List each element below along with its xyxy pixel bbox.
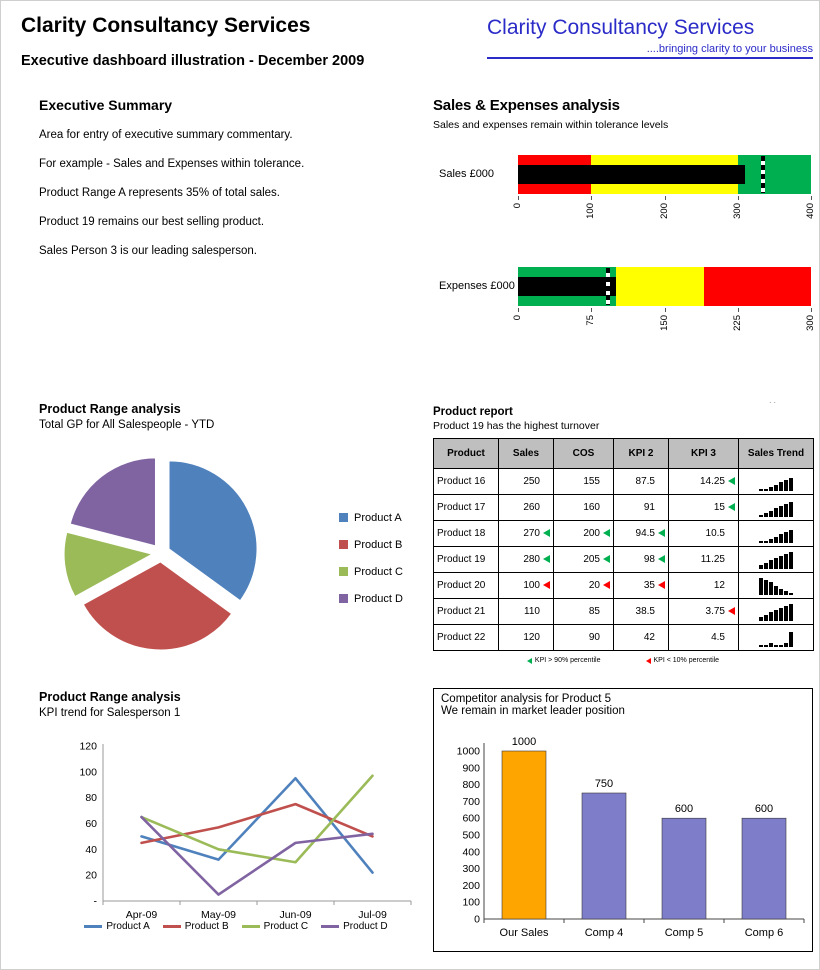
product-report-heading: Product report — [433, 406, 513, 418]
kpi-arrow-placeholder — [603, 503, 610, 511]
svg-text:Apr-09: Apr-09 — [125, 909, 158, 921]
axis-tickmark — [518, 308, 519, 312]
svg-text:400: 400 — [462, 846, 480, 859]
product-name-cell: Product 17 — [434, 495, 499, 521]
legend-swatch-icon — [339, 567, 348, 576]
kpi-arrow-legend — [433, 657, 813, 664]
axis-tick-label: 225 — [731, 315, 743, 331]
cos-cell: 200 — [554, 521, 614, 547]
column-header: COS — [554, 439, 614, 469]
kpi-arrow-placeholder — [603, 607, 610, 615]
svg-text:900: 900 — [462, 762, 480, 775]
pie-heading: Product Range analysis — [39, 402, 181, 416]
page-title: Clarity Consultancy Services — [21, 14, 311, 37]
axis-tickmark — [665, 308, 666, 312]
column-header: Sales Trend — [739, 439, 814, 469]
kpi-trend-line-chart — [51, 736, 416, 936]
axis-tickmark — [811, 308, 812, 312]
svg-text:1000: 1000 — [456, 745, 480, 758]
sales-trend-cell — [739, 599, 814, 625]
line-series-product-a — [142, 778, 373, 872]
kpi-legend-high — [527, 657, 601, 664]
kpi-arrow-high-icon — [543, 555, 550, 563]
sales-bullet-label: Sales £000 — [439, 168, 495, 180]
kpi-trend-heading: Product Range analysis — [39, 690, 181, 704]
legend-swatch-icon — [339, 594, 348, 603]
bar-comp-5 — [662, 818, 706, 919]
sales-trend-cell — [739, 547, 814, 573]
svg-text:40: 40 — [85, 843, 97, 856]
bullet-measure-bar — [518, 277, 616, 296]
kpi-arrow-high-icon — [728, 477, 735, 485]
sales-bullet-plot — [518, 155, 811, 194]
svg-text:0: 0 — [474, 913, 480, 926]
svg-text:80: 80 — [85, 792, 97, 805]
legend-swatch-icon — [339, 513, 348, 522]
product-name-cell: Product 20 — [434, 573, 499, 599]
legend-label: Product B — [354, 538, 403, 551]
page-subtitle: Executive dashboard illustration - December 2009 — [21, 53, 365, 69]
legend-item — [242, 921, 308, 932]
summary-line: Product Range A represents 35% of total sales. — [39, 187, 281, 199]
kpi2-cell: 35 — [614, 573, 669, 599]
bullet-band — [616, 267, 704, 306]
svg-text:20: 20 — [85, 869, 97, 882]
column-header: KPI 3 — [669, 439, 739, 469]
kpi-arrow-placeholder — [728, 555, 735, 563]
kpi-arrow-low-icon — [543, 581, 550, 589]
legend-item — [339, 504, 403, 531]
summary-line: Product 19 remains our best selling product. — [39, 216, 265, 228]
axis-tick-label: 0 — [512, 203, 523, 209]
axis-tick-label: 75 — [585, 315, 597, 326]
column-header: KPI 2 — [614, 439, 669, 469]
kpi-arrow-placeholder — [658, 503, 665, 511]
product-range-pie-chart — [31, 441, 321, 666]
sales-trend-cell — [739, 573, 814, 599]
svg-text:Our Sales: Our Sales — [499, 927, 549, 939]
sales-expenses-section-header — [433, 97, 813, 131]
sales-trend-sparkline — [742, 577, 810, 595]
cos-cell: 20 — [554, 573, 614, 599]
executive-summary-section — [39, 97, 411, 274]
svg-text:Jul-09: Jul-09 — [358, 909, 387, 921]
kpi-arrow-placeholder — [728, 633, 735, 641]
bullet-measure-bar — [518, 165, 745, 184]
kpi-arrow-high-icon — [543, 529, 550, 537]
logo-tagline: ....bringing clarity to your business — [646, 43, 813, 55]
sales-trend-cell — [739, 625, 814, 651]
kpi2-cell: 91 — [614, 495, 669, 521]
legend-item — [339, 585, 403, 612]
legend-label: Product D — [354, 592, 403, 605]
product-report-subtitle: Product 19 has the highest turnover — [433, 420, 600, 432]
company-logo — [487, 16, 813, 59]
bar-comp-4 — [582, 793, 626, 919]
executive-summary-heading: Executive Summary — [39, 97, 173, 113]
axis-tick-label: 400 — [805, 203, 816, 219]
sales-trend-sparkline — [742, 629, 810, 647]
kpi3-cell: 10.5 — [669, 521, 739, 547]
svg-text:Comp 6: Comp 6 — [744, 927, 784, 939]
kpi-trend-subtitle: KPI trend for Salesperson 1 — [39, 707, 181, 719]
table-row — [434, 625, 814, 651]
svg-text:100: 100 — [462, 896, 480, 909]
kpi2-cell: 38.5 — [614, 599, 669, 625]
axis-tick-label: 300 — [805, 315, 816, 331]
kpi2-cell: 98 — [614, 547, 669, 573]
sales-trend-sparkline — [742, 499, 810, 517]
table-row — [434, 573, 814, 599]
legend-label: Product C — [263, 921, 309, 932]
legend-label: Product B — [184, 921, 229, 932]
product-report-header — [433, 406, 599, 432]
kpi2-cell: 42 — [614, 625, 669, 651]
kpi-arrow-placeholder — [728, 529, 735, 537]
line-chart-legend — [56, 921, 416, 932]
svg-text:120: 120 — [79, 740, 97, 753]
bar-our-sales — [502, 751, 546, 919]
legend-label: Product D — [343, 921, 388, 932]
legend-line-icon — [242, 925, 260, 928]
svg-text:300: 300 — [462, 863, 480, 876]
product-name-cell: Product 18 — [434, 521, 499, 547]
svg-text:1000: 1000 — [511, 736, 537, 748]
competitor-subtitle: We remain in market leader position — [441, 705, 625, 717]
summary-line: Sales Person 3 is our leading salesperson. — [39, 245, 257, 257]
axis-tickmark — [738, 196, 739, 200]
svg-text:700: 700 — [462, 795, 480, 808]
sales-cell: 100 — [499, 573, 554, 599]
kpi-arrow-low-icon — [603, 581, 610, 589]
axis-tick-label: 200 — [658, 203, 670, 219]
kpi3-cell: 14.25 — [669, 469, 739, 495]
cos-cell: 85 — [554, 599, 614, 625]
bullet-target-line — [761, 156, 765, 193]
cos-cell: 205 — [554, 547, 614, 573]
kpi-arrow-low-icon — [658, 581, 665, 589]
pie-subtitle: Total GP for All Salespeople - YTD — [39, 419, 215, 431]
axis-tickmark — [591, 308, 592, 312]
legend-line-icon — [321, 925, 339, 928]
legend-swatch-icon — [339, 540, 348, 549]
svg-text:Comp 5: Comp 5 — [664, 927, 704, 939]
axis-tick-label: 150 — [658, 315, 670, 331]
sales-trend-cell — [739, 469, 814, 495]
product-report-table — [433, 438, 814, 651]
kpi-trend-header — [39, 690, 181, 719]
product-name-cell: Product 21 — [434, 599, 499, 625]
sales-trend-sparkline — [742, 551, 810, 569]
svg-text:600: 600 — [754, 803, 774, 816]
legend-item — [163, 921, 229, 932]
axis-tickmark — [591, 196, 592, 200]
sales-trend-sparkline — [742, 603, 810, 621]
competitor-title: Competitor analysis for Product 5 — [441, 693, 612, 705]
competitor-bar-chart — [436, 719, 812, 945]
sales-cell: 270 — [499, 521, 554, 547]
table-row — [434, 469, 814, 495]
kpi-arrow-placeholder — [658, 607, 665, 615]
sales-cell: 110 — [499, 599, 554, 625]
svg-text:750: 750 — [594, 778, 614, 790]
sales-trend-sparkline — [742, 473, 810, 491]
kpi-arrow-placeholder — [543, 503, 550, 511]
legend-item — [339, 531, 403, 558]
axis-tickmark — [518, 196, 519, 200]
expenses-bullet-label: Expenses £000 — [439, 280, 515, 292]
red-arrow-icon — [646, 658, 651, 664]
stray-marks: .. — [769, 395, 779, 405]
svg-text:600: 600 — [462, 812, 480, 825]
svg-text:100: 100 — [79, 766, 97, 779]
sales-expenses-heading: Sales & Expenses analysis — [433, 97, 620, 114]
sales-cell: 280 — [499, 547, 554, 573]
svg-text:500: 500 — [462, 829, 480, 842]
kpi-legend-low-label: KPI < 10% percentile — [653, 657, 720, 664]
bullet-target-line — [606, 268, 610, 305]
kpi-arrow-placeholder — [658, 633, 665, 641]
kpi-arrow-placeholder — [543, 477, 550, 485]
sales-cell: 260 — [499, 495, 554, 521]
pie-slice-product-d — [70, 458, 155, 546]
axis-tickmark — [738, 308, 739, 312]
kpi-arrow-high-icon — [603, 555, 610, 563]
green-arrow-icon — [527, 658, 532, 664]
column-header: Sales — [499, 439, 554, 469]
sales-expenses-subtitle: Sales and expenses remain within tolerance levels — [433, 119, 669, 131]
kpi-legend-low — [646, 657, 720, 664]
kpi-arrow-placeholder — [728, 581, 735, 589]
legend-label: Product C — [354, 565, 403, 578]
svg-text:Comp 4: Comp 4 — [584, 927, 624, 939]
table-row — [434, 599, 814, 625]
kpi-arrow-placeholder — [543, 633, 550, 641]
sales-trend-sparkline — [742, 525, 810, 543]
kpi3-cell: 11.25 — [669, 547, 739, 573]
bar-comp-6 — [742, 818, 786, 919]
expenses-bullet-axis — [512, 308, 816, 348]
svg-text:May-09: May-09 — [200, 909, 237, 921]
table-row — [434, 547, 814, 573]
kpi-legend-high-label: KPI > 90% percentile — [534, 657, 601, 664]
kpi-arrow-low-icon — [728, 607, 735, 615]
kpi2-cell: 94.5 — [614, 521, 669, 547]
sales-trend-cell — [739, 495, 814, 521]
bullet-band — [738, 155, 811, 194]
sales-bullet-axis — [512, 196, 816, 236]
kpi-arrow-high-icon — [658, 529, 665, 537]
svg-text:800: 800 — [462, 779, 480, 792]
legend-item — [321, 921, 387, 932]
product-name-cell: Product 16 — [434, 469, 499, 495]
logo-title: Clarity Consultancy Services — [487, 16, 755, 39]
kpi2-cell: 87.5 — [614, 469, 669, 495]
sales-cell: 120 — [499, 625, 554, 651]
cos-cell: 155 — [554, 469, 614, 495]
sales-cell: 250 — [499, 469, 554, 495]
kpi3-cell: 12 — [669, 573, 739, 599]
axis-tick-label: 300 — [731, 203, 743, 219]
axis-tick-label: 100 — [585, 203, 597, 219]
svg-text:-: - — [93, 895, 97, 908]
kpi3-cell: 4.5 — [669, 625, 739, 651]
kpi-arrow-high-icon — [728, 503, 735, 511]
table-row — [434, 521, 814, 547]
svg-text:60: 60 — [85, 818, 97, 830]
kpi-arrow-high-icon — [658, 555, 665, 563]
axis-tick-label: 0 — [512, 315, 523, 321]
kpi-arrow-placeholder — [603, 633, 610, 641]
svg-text:200: 200 — [462, 879, 480, 892]
summary-line: Area for entry of executive summary commentary. — [39, 129, 293, 141]
table-row — [434, 495, 814, 521]
kpi-arrow-high-icon — [603, 529, 610, 537]
axis-tickmark — [811, 196, 812, 200]
kpi-arrow-placeholder — [603, 477, 610, 485]
product-name-cell: Product 22 — [434, 625, 499, 651]
product-name-cell: Product 19 — [434, 547, 499, 573]
axis-tickmark — [665, 196, 666, 200]
svg-text:600: 600 — [674, 803, 694, 816]
product-range-pie-header — [39, 402, 214, 431]
legend-item — [84, 921, 149, 932]
sales-bullet-chart — [433, 155, 816, 241]
legend-line-icon — [163, 925, 181, 928]
column-header: Product — [434, 439, 499, 469]
expenses-bullet-chart — [433, 267, 816, 353]
expenses-bullet-plot — [518, 267, 811, 306]
legend-item — [339, 558, 403, 585]
bullet-band — [704, 267, 811, 306]
executive-summary-text — [39, 129, 411, 257]
summary-line: For example - Sales and Expenses within tolerance. — [39, 158, 305, 170]
sales-trend-cell — [739, 521, 814, 547]
kpi-arrow-placeholder — [658, 477, 665, 485]
competitor-analysis-panel — [433, 688, 813, 952]
cos-cell: 160 — [554, 495, 614, 521]
legend-label: Product A — [354, 511, 402, 524]
pie-legend — [339, 504, 403, 612]
kpi3-cell: 3.75 — [669, 599, 739, 625]
kpi-arrow-placeholder — [543, 607, 550, 615]
kpi3-cell: 15 — [669, 495, 739, 521]
legend-label: Product A — [106, 921, 150, 932]
svg-text:Jun-09: Jun-09 — [279, 909, 312, 921]
legend-line-icon — [84, 925, 102, 928]
cos-cell: 90 — [554, 625, 614, 651]
logo-rule — [487, 57, 813, 59]
